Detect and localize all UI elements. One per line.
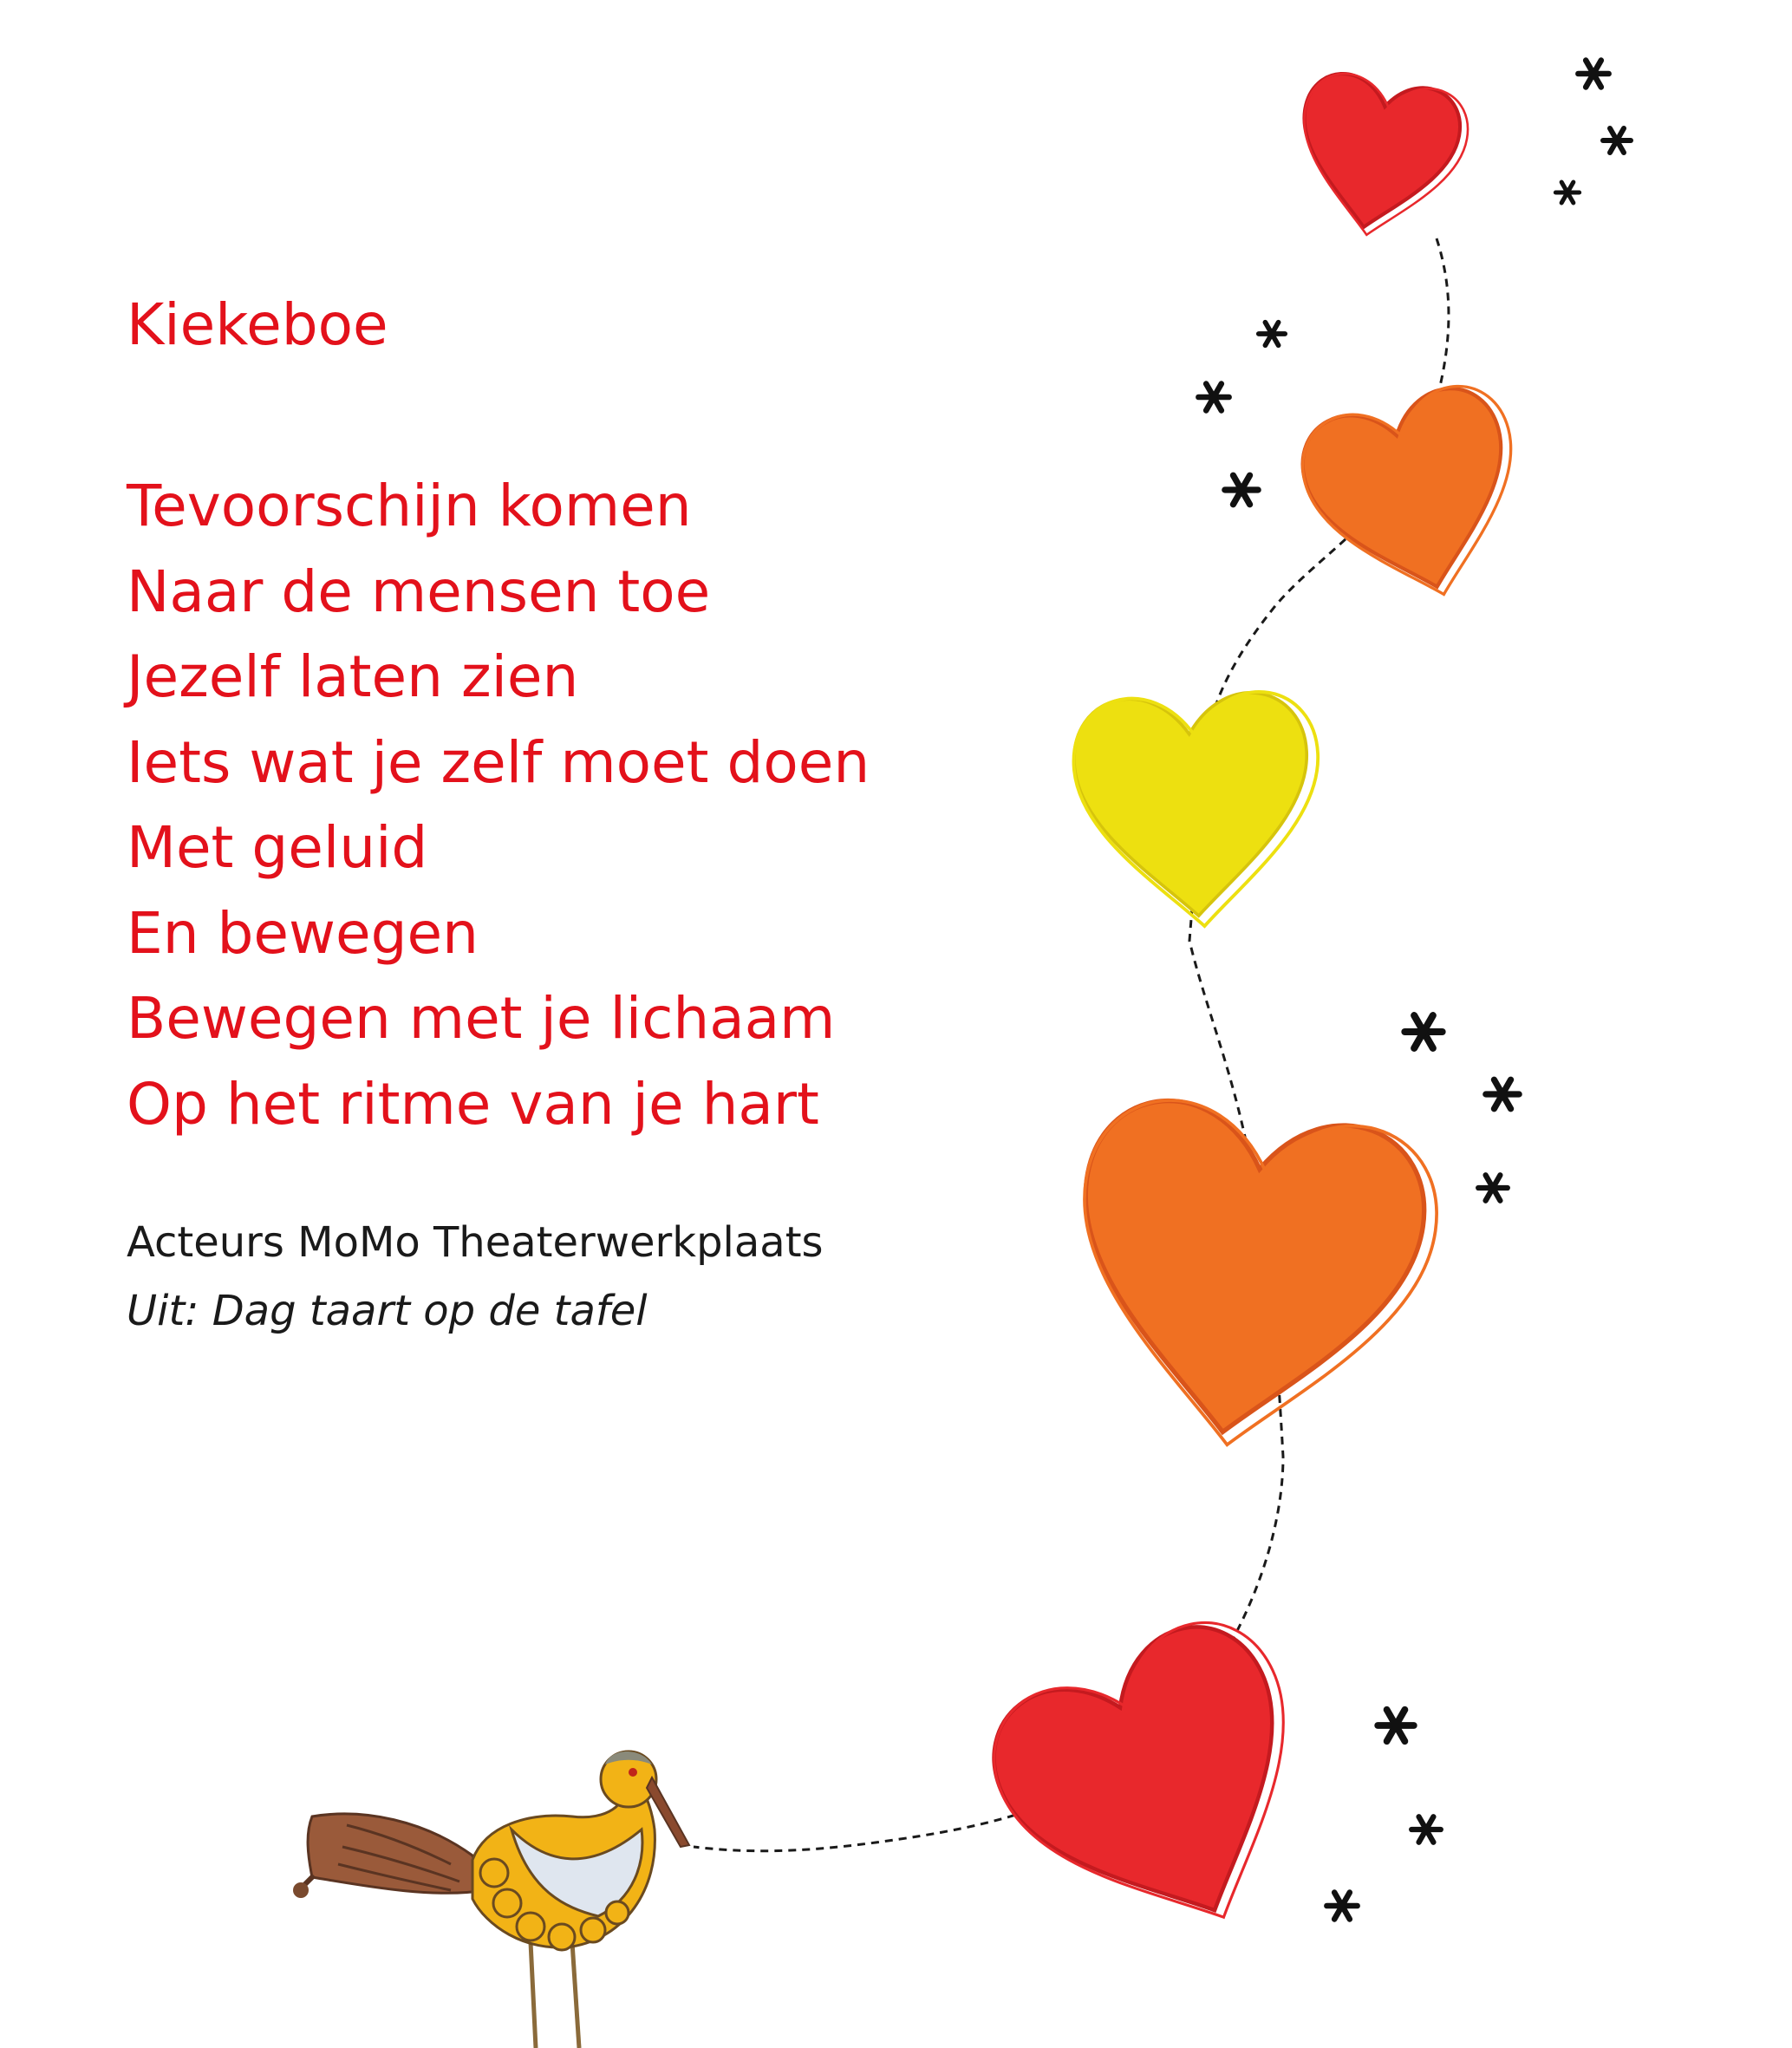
poem-line: Tevoorschijn komen (127, 473, 692, 539)
poem-line: Op het ritme van je hart (127, 1070, 819, 1138)
heart-icon (970, 1599, 1359, 1980)
poem-line: Jezelf laten zien (127, 643, 579, 710)
poem-line: Naar de mensen toe (127, 558, 711, 625)
bird-illustration (293, 1751, 689, 2048)
poem-line: Bewegen met je lichaam (127, 985, 836, 1052)
poem-line: Iets wat je zelf moet doen (127, 728, 870, 796)
poem-line: En bewegen (127, 899, 479, 967)
heart-icon (1071, 689, 1326, 933)
stars-group-middle (1404, 1015, 1519, 1201)
author-credit: Acteurs MoMo Theaterwerkplaats (127, 1218, 824, 1267)
source-credit: Uit: Dag taart op de tafel (127, 1287, 648, 1335)
heart-icon (1291, 375, 1546, 622)
poem-title: Kiekeboe (127, 291, 388, 358)
heart-icon (1052, 1089, 1449, 1469)
stars-group-bottom (1326, 1710, 1440, 1920)
stars-group-upper-left (1198, 323, 1285, 505)
poem-line: Met geluid (127, 814, 428, 881)
heart-icon (1286, 68, 1475, 249)
poem-lines (127, 464, 870, 1147)
stars-group-top (1555, 61, 1631, 203)
